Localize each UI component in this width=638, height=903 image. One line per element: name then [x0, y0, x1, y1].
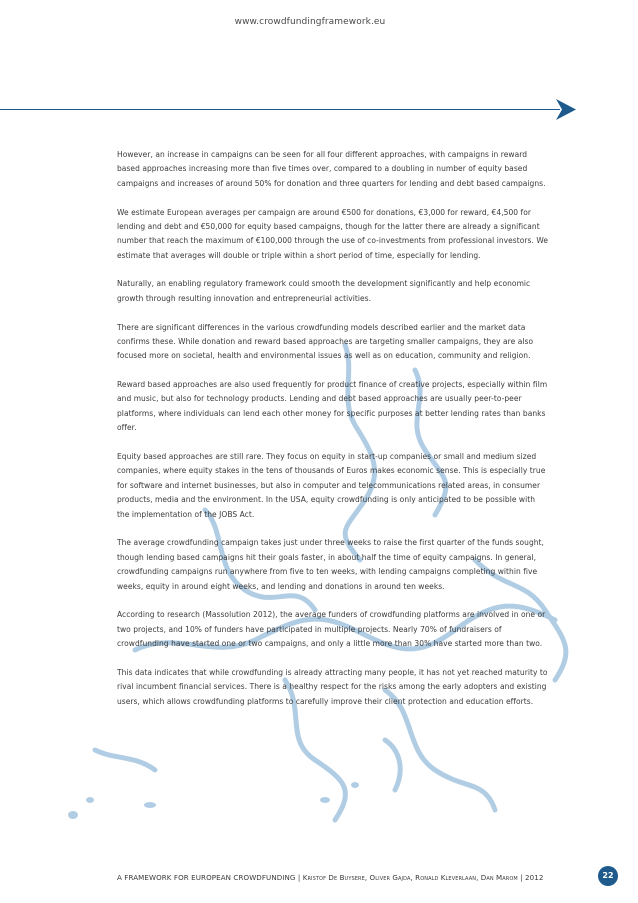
footer-year: | 2012: [517, 873, 544, 882]
paragraph: Reward based approaches are also used frequently for product finance of creative projects, especially within film and music, but also for technology products. Lending and debt based approaches are usually peer-to-peer platforms, where individuals can lend each other money for specific purposes at better lending rates than banks offer.: [117, 380, 548, 433]
paragraph: However, an increase in campaigns can be seen for all four different approaches, with campaigns in reward based approaches increasing more than five times over, compared to a doubling in number of equity based campaigns and increases of around 50% for donation and three quarters for lending and debt based campaigns.: [117, 150, 546, 188]
page-number-badge: 22: [598, 866, 618, 886]
paragraph: The average crowdfunding campaign takes just under three weeks to raise the first quarter of the funds sought, though lending based campaigns hit their goals faster, in about half the time of equity campaigns. In general, crowdfunding campaigns run anywhere from five to ten weeks, with lending campaigns completing within five weeks, equity in around eight weeks, and lending and donations in around ten weeks.: [117, 538, 544, 591]
footer-citation: [117, 873, 543, 882]
paragraph: Equity based approaches are still rare. They focus on equity in start-up companies or small and medium sized companies, where equity stakes in the tens of thousands of Euros makes economic sense. This is especially true for software and internet businesses, but also in computer and telecommunications related areas, in consumer products, media and the environment. In the USA, equity crowdfunding is only anticipated to be possible with the implementation of the JOBS Act.: [117, 451, 546, 519]
footer-authors: Kristof De Buysere, Oliver Gajda, Ronald Kleverlaan, Dan Marom: [302, 873, 518, 882]
paragraph: We estimate European averages per campaign are around €500 for donations, €3,000 for reward, €4,500 for lending and debt and €50,000 for equity based campaigns, though for the latter there are already a significant number that reach the maximum of €100,000 through the use of co-investments from professional investors. We estimate that averages will double or triple within a short period of time, especially for lending.: [117, 207, 549, 260]
paragraph: According to research (Massolution 2012), the average funders of crowdfunding platforms are involved in one or two projects, and 10% of funders have participated in multiple projects. Nearly 70% of fundraisers of crowdfunding have started one or two campaigns, and only a little more than 30% have started more than two.: [117, 610, 546, 649]
arrow-right-icon: [556, 99, 578, 121]
footer-title: A FRAMEWORK FOR EUROPEAN CROWDFUNDING |: [117, 873, 303, 882]
body-text: [117, 148, 549, 723]
paragraph: Naturally, an enabling regulatory framework could smooth the development significantly and help economic growth through resulting innovation and entrepreneurial activities.: [117, 279, 531, 303]
paragraph: This data indicates that while crowdfunding is already attracting many people, it has not yet reached maturity to rival incumbent financial services. There is a healthy respect for the risks among the early adopters and existing users, which allows crowdfunding platforms to carefully improve their client protection and education efforts.: [117, 667, 548, 706]
header-rule: [0, 109, 560, 110]
header-url: www.crowdfundingframework.eu: [234, 17, 386, 27]
paragraph: There are significant differences in the various crowdfunding models described earlier and the market data confirms these. While donation and reward based approaches are targeting smaller campaigns, they are also focused more on societal, health and environmental issues as well as on education, community and religion.: [117, 322, 534, 361]
